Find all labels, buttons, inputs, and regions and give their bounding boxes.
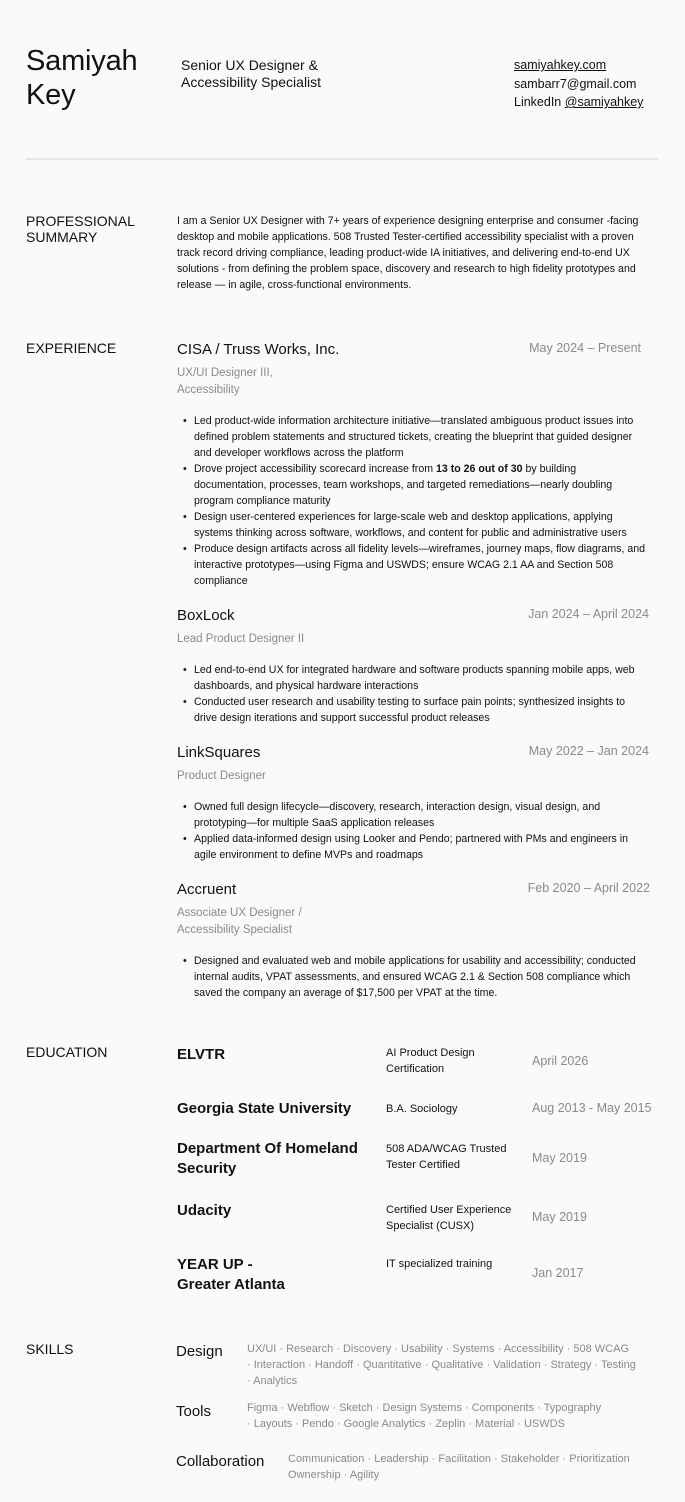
job-date: May 2024 – Present xyxy=(529,341,641,355)
education-row xyxy=(177,1255,657,1303)
skill-category: Tools xyxy=(176,1403,212,1420)
education-row xyxy=(177,1201,657,1249)
education-date: Aug 2013 - May 2015 xyxy=(532,1101,652,1115)
bullet-item: • Designed and evaluated web and mobile applications for usability and accessibility; conducted internal audits, VPAT assessments, and ensured WCAG 2.1 & Section 508 compliance which saved the company an average of $17,500 per VPAT at the time. xyxy=(177,953,649,1001)
education-credential: 508 ADA/WCAG Trusted Tester Certified xyxy=(386,1143,507,1171)
skill-list xyxy=(247,1341,636,1389)
summary-text xyxy=(177,213,647,293)
education-date: Jan 2017 xyxy=(532,1266,584,1280)
education-credential: Certified User Experience Specialist (CUSX) xyxy=(386,1204,512,1232)
job-company: BoxLock xyxy=(177,607,235,624)
candidate-name xyxy=(26,44,137,112)
summary-line: solutions - from defining the problem space, discovery and research to high fidelity prototypes and xyxy=(177,263,636,275)
education-school-line: Department Of Homeland xyxy=(177,1140,358,1157)
bullet-item: • Led end-to-end UX for integrated hardware and software products spanning mobile apps, web dashboards, and physical hardware interactions xyxy=(177,662,649,694)
bullet-item: • Design user-centered experiences for large-scale web and desktop applications, applying systems thinking across software, workflows, and content for public and administrative users xyxy=(177,509,649,541)
job-bullets xyxy=(177,413,649,589)
skill-list xyxy=(247,1400,601,1432)
skill-list xyxy=(288,1451,630,1483)
job-role xyxy=(177,905,649,939)
job-role: Lead Product Designer II xyxy=(177,633,305,645)
education-school xyxy=(177,1139,372,1179)
skill-line: Figma · Webflow · Sketch · Design Systems · Components · Typography xyxy=(247,1402,602,1414)
education-credential: AI Product Design Certification xyxy=(386,1047,475,1075)
job-company: CISA / Truss Works, Inc. xyxy=(177,341,340,358)
education-date: May 2019 xyxy=(532,1151,587,1165)
contact-block xyxy=(514,56,643,112)
skill-line: · Analytics xyxy=(247,1375,298,1387)
section-label-skills: SKILLS xyxy=(26,1341,74,1357)
skill-line: Communication · Leadership · Facilitation · Stakeholder · Prioritization xyxy=(288,1453,630,1465)
education-school xyxy=(177,1255,372,1295)
job-date: Jan 2024 – April 2024 xyxy=(528,607,649,621)
skill-category: Collaboration xyxy=(176,1453,265,1470)
bullet-item: • Conducted user research and usability testing to surface pain points; synthesized insights to drive design iterations and support successful product releases xyxy=(177,694,649,726)
name-last: Key xyxy=(26,79,76,111)
bullet-item: • Produce design artifacts across all fidelity levels—wireframes, journey maps, flow diagrams, and interactive prototypes—using Figma and USWDS; ensure WCAG 2.1 AA and Section 508 compliance xyxy=(177,541,649,589)
job-title-line1: Senior UX Designer & xyxy=(181,57,318,73)
job-role-line: Associate UX Designer / xyxy=(177,907,302,919)
job-cisa xyxy=(177,341,649,589)
job-date: Feb 2020 – April 2022 xyxy=(527,881,650,895)
education-school-line: Greater Atlanta xyxy=(177,1276,285,1293)
bullet-item: • Applied data-informed design using Looker and Pendo; partnered with PMs and engineers in agile environment to define MVPs and roadmaps xyxy=(177,831,649,863)
section-label-summary: PROFESSIONAL SUMMARY xyxy=(26,213,135,245)
education-school-line: Security xyxy=(177,1160,237,1177)
linkedin-link[interactable]: @samiyahkey xyxy=(564,95,644,109)
section-label-education: EDUCATION xyxy=(26,1044,108,1060)
job-date: May 2022 – Jan 2024 xyxy=(528,744,649,758)
job-company: LinkSquares xyxy=(177,744,261,761)
education-date: April 2026 xyxy=(532,1054,589,1068)
email-text: sambarr7@gmail.com xyxy=(514,76,637,91)
job-role: Product Designer xyxy=(177,770,266,782)
education-school: ELVTR xyxy=(177,1046,226,1063)
skill-line: Ownership · Agility xyxy=(288,1469,380,1481)
education-school-line: YEAR UP - xyxy=(177,1256,253,1273)
education-row xyxy=(177,1139,657,1187)
job-bullets xyxy=(177,953,649,1001)
bullet-item: • Drove project accessibility scorecard increase from 13 to 26 out of 30 by building documentation, processes, team workshops, and targeted remediations—nearly doubling program compliance maturity xyxy=(177,461,649,509)
bullet-item: • Owned full design lifecycle—discovery, research, interaction design, visual design, and prototyping—for multiple SaaS application releases xyxy=(177,799,649,831)
job-accruent xyxy=(177,881,649,1001)
education-credential: B.A. Sociology xyxy=(386,1103,458,1115)
job-role-line: Accessibility xyxy=(177,384,240,396)
skill-category: Design xyxy=(176,1343,223,1360)
education-credential: IT specialized training xyxy=(386,1258,493,1270)
job-title xyxy=(181,57,321,91)
job-title-line2: Accessibility Specialist xyxy=(181,74,322,90)
skill-line: · Layouts · Pendo · Google Analytics · Zeplin · Material · USWDS xyxy=(247,1418,565,1430)
education-school: Udacity xyxy=(177,1202,232,1219)
skill-line: · Interaction · Handoff · Quantitative · Qualitative · Validation · Strategy · Testing xyxy=(247,1359,636,1371)
job-company: Accruent xyxy=(177,881,237,898)
education-school: Georgia State University xyxy=(177,1100,352,1117)
header-divider xyxy=(26,158,658,160)
job-role xyxy=(177,365,649,399)
summary-line: I am a Senior UX Designer with 7+ years of experience designing enterprise and consumer -facing xyxy=(177,215,639,227)
linkedin-row xyxy=(514,93,643,112)
skill-line: UX/UI · Research · Discovery · Usability · Systems · Accessibility · 508 WCAG xyxy=(247,1343,630,1355)
summary-line: desktop and mobile applications. 508 Trusted Tester-certified accessibility specialist with a proven xyxy=(177,231,634,243)
job-bullets xyxy=(177,662,649,726)
education-date: May 2019 xyxy=(532,1210,587,1224)
job-boxlock xyxy=(177,607,649,726)
education-row xyxy=(177,1045,657,1093)
job-linksquares xyxy=(177,744,649,863)
job-role-line: UX/UI Designer III, xyxy=(177,367,273,379)
bullet-item: • Led product-wide information architecture initiative—translated ambiguous product issues into defined problem statements and structured tickets, creating the blueprint that guided designer and developer workflows across the platform xyxy=(177,413,649,461)
job-role-line: Accessibility Specialist xyxy=(177,924,293,936)
website-link[interactable]: samiyahkey.com xyxy=(514,58,607,72)
linkedin-label: LinkedIn xyxy=(514,95,562,109)
name-first: Samiyah xyxy=(26,45,138,77)
bullet-highlight: 13 to 26 out of 30 xyxy=(435,463,523,475)
section-label-experience: EXPERIENCE xyxy=(26,340,117,356)
summary-line: release — in agile, cross-functional environments. xyxy=(177,279,412,291)
job-bullets xyxy=(177,799,649,863)
summary-line: track record driving compliance, leading product-wide IA initiatives, and delivering end-to-end UX xyxy=(177,247,630,259)
